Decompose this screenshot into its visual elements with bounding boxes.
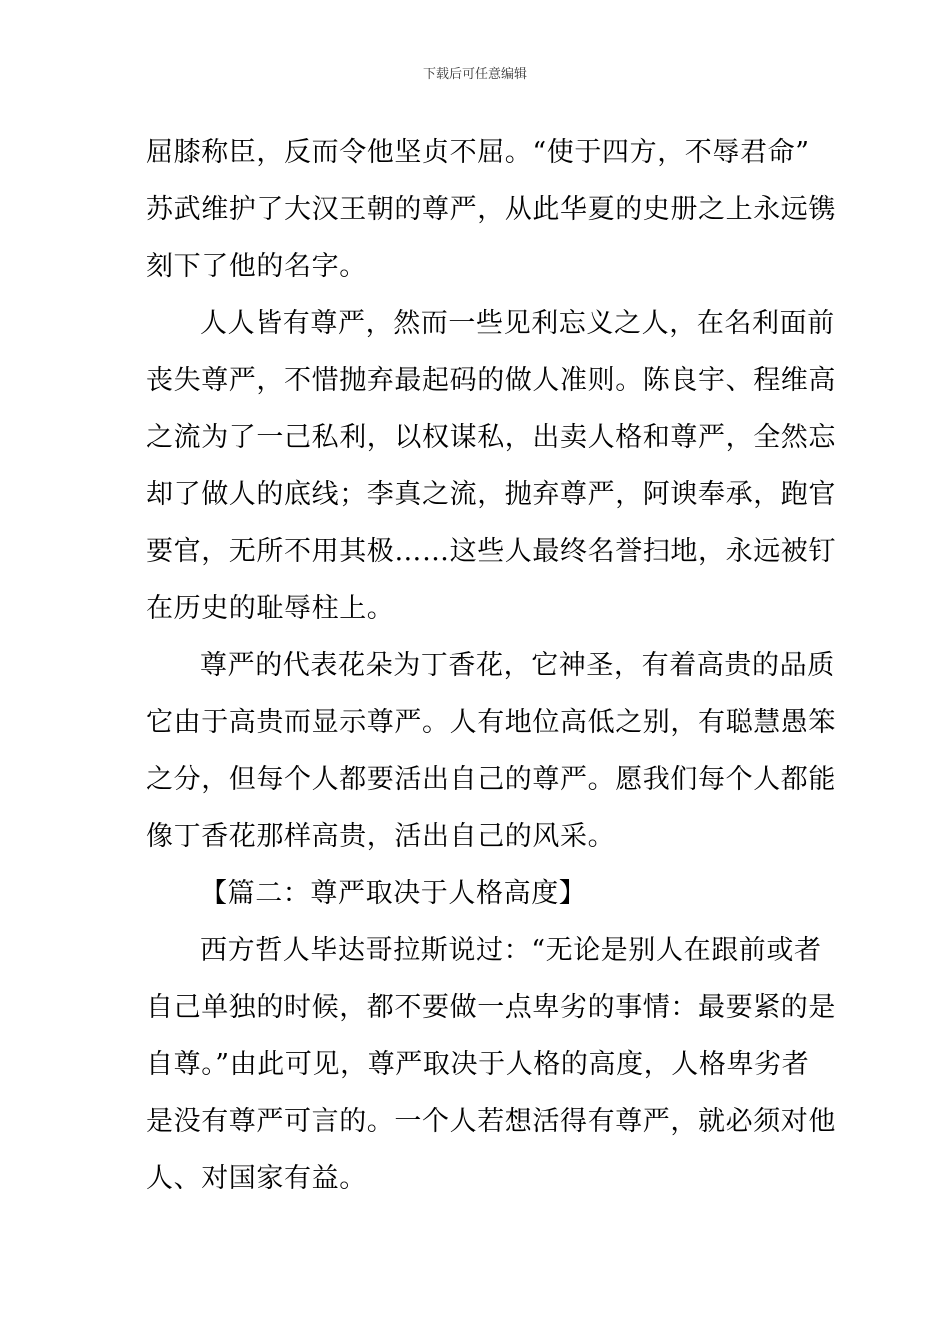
text-line: 屈膝称臣，反而令他坚贞不屈。“使于四方，不辱君命” xyxy=(146,137,810,168)
text-line: 之流为了一己私利，以权谋私，出卖人格和尊严，全然忘 xyxy=(146,422,836,453)
text-line: 它由于高贵而显示尊严。人有地位高低之别，有聪慧愚笨 xyxy=(146,707,836,738)
text-line: 之分，但每个人都要活出自己的尊严。愿我们每个人都能 xyxy=(146,764,836,795)
text-line: 自己单独的时候，都不要做一点卑劣的事情：最要紧的是 xyxy=(146,992,836,1023)
document-body xyxy=(146,124,836,1207)
text-line: 像丁香花那样高贵，活出自己的风采。 xyxy=(146,821,616,852)
paragraph-start-line: 西方哲人毕达哥拉斯说过：“无论是别人在跟前或者 xyxy=(200,935,822,966)
section-heading: 【篇二：尊严取决于人格高度】 xyxy=(200,878,587,909)
text-line: 刻下了他的名字。 xyxy=(146,251,367,282)
text-line: 丧失尊严，不惜抛弃最起码的做人准则。陈良宇、程维高 xyxy=(146,365,836,396)
text-line: 人、对国家有益。 xyxy=(146,1163,367,1194)
text-line: 在历史的耻辱柱上。 xyxy=(146,593,395,624)
text-line: 自尊。”由此可见，尊严取决于人格的高度，人格卑劣者 xyxy=(146,1049,810,1080)
text-line: 是没有尊严可言的。一个人若想活得有尊严，就必须对他 xyxy=(146,1106,836,1137)
paragraph-start-line: 人人皆有尊严，然而一些见利忘义之人，在名利面前 xyxy=(200,308,835,339)
text-line: 苏武维护了大汉王朝的尊严，从此华夏的史册之上永远镌 xyxy=(146,194,836,225)
text-line: 要官，无所不用其极……这些人最终名誉扫地，永远被钉 xyxy=(146,536,836,567)
page-header: 下载后可任意编辑 xyxy=(422,67,527,82)
paragraph-start-line: 尊严的代表花朵为丁香花，它神圣，有着高贵的品质 xyxy=(200,650,835,681)
text-line: 却了做人的底线；李真之流，抛弃尊严，阿谀奉承，跑官 xyxy=(146,479,836,510)
